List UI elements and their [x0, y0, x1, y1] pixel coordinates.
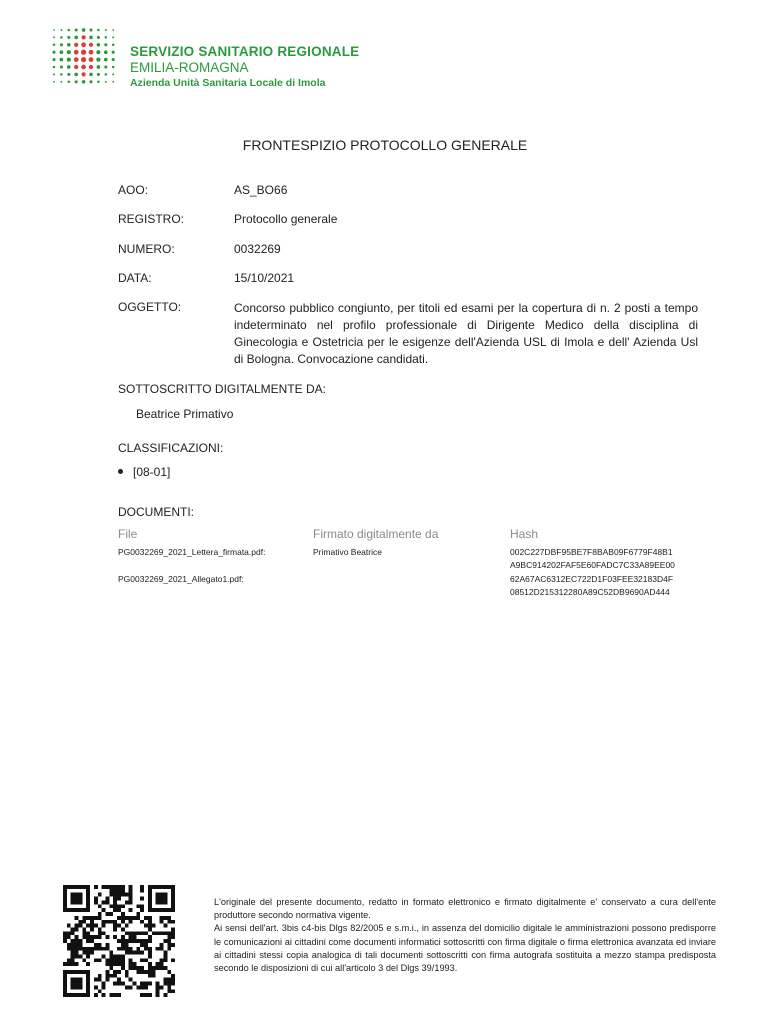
classifications-heading: CLASSIFICAZIONI: — [118, 441, 224, 455]
doc-signed-by: Primativo Beatrice — [313, 547, 382, 557]
doc-hash-line2: 08512D215312280A89C52DB9690AD444 — [510, 587, 670, 597]
field-aoo-label: AOO: — [118, 183, 149, 197]
classification-item — [118, 465, 170, 479]
field-data-label: DATA: — [118, 271, 152, 285]
field-oggetto-label: OGGETTO: — [118, 300, 182, 314]
doc-hash — [510, 546, 710, 572]
footer-note — [214, 896, 716, 975]
field-data-value: 15/10/2021 — [234, 271, 295, 285]
col-file-header: File — [118, 527, 138, 541]
logo-text — [130, 44, 359, 90]
org-name-line1: SERVIZIO SANITARIO REGIONALE — [130, 44, 360, 59]
footer-text-2: Ai sensi dell'art. 3bis c4-bis Dlgs 82/2005 e s.m.i., in assenza del domicilio digitale le amministrazioni possono predisporre le comunicazioni ai cittadini come documenti informatici sottoscritti con firma digitale o firma elettronica avanzata ed inviare ai cittadini stessi copia analogica di tali documenti sottoscritti con firma autografa sostituita a mezzo stampa predisposta secondo le disposizioni di cui all'articolo 3 del Dlgs 39/1993. — [214, 923, 716, 974]
field-oggetto-value: Concorso pubblico congiunto, per titoli ed esami per la copertura di n. 2 posti a tempo indeterminato nel profilo professionale di Dirigente Medico della disciplina di Ginecologia e Ostetricia per le esigenze dell'Azienda USL di Imola e dell' Azienda Usl di Bologna. Convocazione candidati. — [234, 301, 698, 366]
field-registro-label: REGISTRO: — [118, 212, 185, 226]
doc-hash-line2: A9BC914202FAF5E60FADC7C33A89EE00 — [510, 560, 675, 570]
logo — [50, 26, 370, 96]
field-numero-value: 0032269 — [234, 242, 281, 256]
doc-file: PG0032269_2021_Lettera_firmata.pdf: — [118, 547, 266, 557]
signer-name: Beatrice Primativo — [136, 407, 234, 421]
bullet-icon — [118, 469, 123, 474]
col-signed-header: Firmato digitalmente da — [313, 527, 439, 541]
page-title: FRONTESPIZIO PROTOCOLLO GENERALE — [242, 137, 528, 153]
logo-dot-grid-icon — [50, 26, 120, 90]
signed-heading: SOTTOSCRITTO DIGITALMENTE DA: — [118, 382, 327, 396]
org-name-line3: Azienda Unità Sanitaria Locale di Imola — [130, 77, 326, 89]
org-name-line2: EMILIA-ROMAGNA — [130, 60, 249, 75]
doc-hash-line1: 62A67AC6312EC722D1F03FEE32183D4F — [510, 574, 674, 584]
classification-code: [08-01] — [133, 465, 171, 479]
field-aoo-value: AS_BO66 — [234, 183, 288, 197]
documents-heading: DOCUMENTI: — [118, 505, 194, 519]
field-numero-label: NUMERO: — [118, 242, 175, 256]
doc-hash-line1: 002C227DBF95BE7F8BAB09F6779F48B1 — [510, 547, 673, 557]
field-registro-value: Protocollo generale — [234, 212, 338, 226]
qr-code-icon — [60, 885, 178, 997]
doc-hash — [510, 573, 710, 599]
col-hash-header: Hash — [510, 527, 539, 541]
doc-file: PG0032269_2021_Allegato1.pdf: — [118, 574, 244, 584]
footer-text-1: L'originale del presente documento, redatto in formato elettronico e firmato digitalmente e' conservato a cura dell'ente produttore secondo normativa vigente. — [214, 897, 716, 921]
